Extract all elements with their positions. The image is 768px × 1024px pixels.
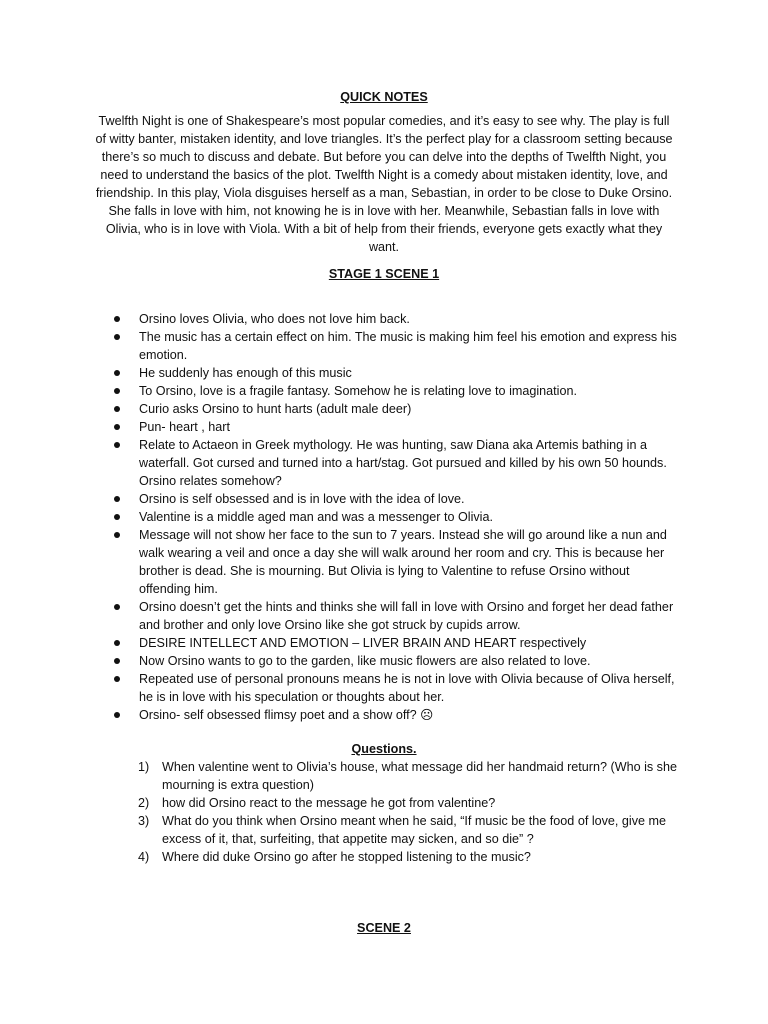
list-item — [112, 328, 682, 364]
bullet-text: Curio asks Orsino to hunt harts (adult male deer) — [139, 402, 412, 416]
bullet-text: Pun- heart , hart — [139, 420, 231, 434]
bullet-icon — [114, 442, 120, 448]
bullet-text: Valentine is a middle aged man and was a messenger to Olivia. — [139, 510, 493, 524]
question-number: 2) — [138, 796, 150, 810]
list-item — [112, 382, 682, 400]
list-item — [112, 400, 682, 418]
bullet-text: DESIRE INTELLECT AND EMOTION – LIVER BRAIN AND HEART respectively — [139, 636, 587, 650]
question-item — [138, 812, 684, 848]
bullet-icon — [114, 640, 120, 646]
bullet-icon — [114, 712, 120, 718]
section-heading-stage1-scene1: STAGE 1 SCENE 1 — [328, 267, 440, 281]
bullet-icon — [114, 424, 120, 430]
list-item — [112, 490, 682, 508]
list-item — [112, 526, 682, 598]
bullet-text: Now Orsino wants to go to the garden, like music flowers are also related to love. — [139, 654, 591, 668]
intro-paragraph: Twelfth Night is one of Shakespeare’s most popular comedies, and it’s easy to see why. The play is full of witty banter, mistaken identity, and love triangles. It’s the perfect play for a classroom setting because there’s so much to discuss and debate. But before you can delve into the depths of Twelfth Night, you need to understand the basics of the plot. Twelfth Night is a comedy about mistaken identity, love, and friendship. In this play, Viola disguises herself as a man, Sebastian, in order to be close to Duke Orsino. She falls in love with him, not knowing he is in love with her. Meanwhile, Sebastian falls in love with Olivia, who is in love with Viola. With a bit of help from their friends, everyone gets exactly what they want. — [95, 114, 673, 254]
bullet-text: Orsino doesn’t get the hints and thinks she will fall in love with Orsino and forget her dead father and brother and only love Orsino like she got struck by cupids arrow. — [139, 600, 674, 632]
question-item — [138, 758, 684, 794]
list-item — [112, 598, 682, 634]
bullet-text: Relate to Actaeon in Greek mythology. He was hunting, saw Diana aka Artemis bathing in a waterfall. Got cursed and turned into a hart/stag. Got pursued and killed by his own 50 hounds. Orsino relates somehow? — [139, 438, 667, 488]
question-number: 4) — [138, 850, 150, 864]
section-heading-questions: Questions. — [351, 742, 417, 756]
bullet-text: To Orsino, love is a fragile fantasy. Somehow he is relating love to imagination. — [139, 384, 577, 398]
bullet-text: Repeated use of personal pronouns means he is not in love with Olivia because of Oliva herself, he is in love with his speculation or thoughts about her. — [139, 672, 675, 704]
bullet-icon — [114, 514, 120, 520]
bullet-icon — [114, 316, 120, 322]
question-item — [138, 794, 684, 812]
section-heading-scene2: SCENE 2 — [357, 921, 411, 935]
list-item — [112, 706, 682, 724]
list-item — [112, 634, 682, 652]
bullet-text: Message will not show her face to the sun to 7 years. Instead she will go around like a nun and walk wearing a veil and once a day she will walk around her room and cry. This is because her brother is dead. She is mourning. But Olivia is lying to Valentine to refuse Orsino without offending him. — [139, 528, 667, 596]
list-item — [112, 436, 682, 490]
bullet-icon — [114, 388, 120, 394]
question-text: Where did duke Orsino go after he stopped listening to the music? — [162, 850, 531, 864]
bullet-text: Orsino is self obsessed and is in love with the idea of love. — [139, 492, 465, 506]
question-text: When valentine went to Olivia’s house, what message did her handmaid return? (Who is she mourning is extra question) — [162, 760, 677, 792]
list-item — [112, 418, 682, 436]
bullet-icon — [114, 334, 120, 340]
bullet-icon — [114, 406, 120, 412]
list-item — [112, 670, 682, 706]
question-text: how did Orsino react to the message he got from valentine? — [162, 796, 496, 810]
question-number: 3) — [138, 814, 150, 828]
list-item — [112, 652, 682, 670]
bullet-icon — [114, 604, 120, 610]
list-item — [112, 364, 682, 382]
bullet-text: The music has a certain effect on him. The music is making him feel his emotion and express his emotion. — [139, 330, 677, 362]
bullet-icon — [114, 676, 120, 682]
question-text: What do you think when Orsino meant when he said, “If music be the food of love, give me excess of it, that, surfeiting, that appetite may sicken, and so die” ? — [162, 814, 667, 846]
bullet-icon — [114, 370, 120, 376]
questions-list — [138, 758, 684, 866]
list-item — [112, 310, 682, 328]
notes-bullet-list — [112, 310, 682, 724]
bullet-icon — [114, 496, 120, 502]
bullet-icon — [114, 532, 120, 538]
page-title: QUICK NOTES — [340, 90, 428, 104]
question-number: 1) — [138, 760, 150, 774]
bullet-text: Orsino- self obsessed flimsy poet and a show off? ☹ — [139, 708, 434, 722]
bullet-text: He suddenly has enough of this music — [139, 366, 352, 380]
list-item — [112, 508, 682, 526]
bullet-text: Orsino loves Olivia, who does not love him back. — [139, 312, 410, 326]
bullet-icon — [114, 658, 120, 664]
question-item — [138, 848, 684, 866]
